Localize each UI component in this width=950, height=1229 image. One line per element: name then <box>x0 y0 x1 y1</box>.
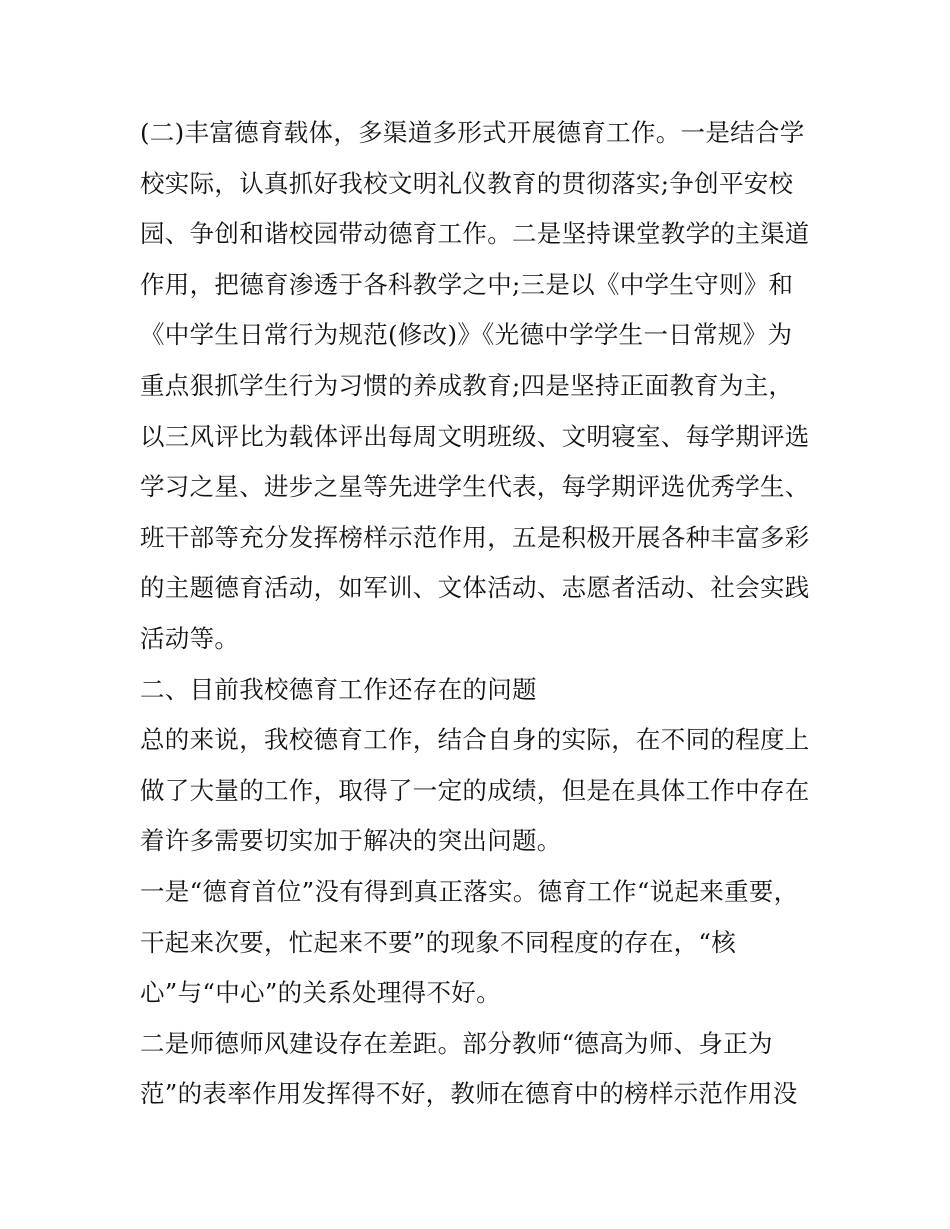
text-line: 班干部等充分发挥榜样示范作用，五是积极开展各种丰富多彩 <box>140 522 810 552</box>
text-line: 总的来说，我校德育工作，结合自身的实际，在不同的程度上 <box>140 725 810 755</box>
text-line: 以三风评比为载体评出每周文明班级、文明寝室、每学期评选 <box>140 421 810 451</box>
text-line: 范”的表率作用发挥得不好，教师在德育中的榜样示范作用没 <box>140 1079 798 1109</box>
text-line: 的主题德育活动，如军训、文体活动、志愿者活动、社会实践 <box>140 573 810 603</box>
text-line: (二)丰富德育载体，多渠道多形式开展德育工作。一是结合学 <box>140 118 805 147</box>
text-line: 《中学生日常行为规范(修改)》《光德中学学生一日常规》为 <box>140 320 793 350</box>
text-line: 学习之星、进步之星等先进学生代表，每学期评选优秀学生、 <box>140 472 810 502</box>
text-line: 作用，把德育渗透于各科教学之中;三是以《中学生守则》和 <box>140 269 794 299</box>
document-body <box>140 108 820 1120</box>
text-line: 做了大量的工作，取得了一定的成绩，但是在具体工作中存在 <box>140 775 810 805</box>
text-line: 着许多需要切实加于解决的突出问题。 <box>140 826 562 856</box>
text-line: 干起来次要，忙起来不要”的现象不同程度的存在，“核 <box>140 927 737 957</box>
text-line: 二是师德师风建设存在差距。部分教师“德高为师、身正为 <box>140 1028 773 1058</box>
text-line: 重点狠抓学生行为习惯的养成教育;四是坚持正面教育为主， <box>140 370 794 400</box>
text-line: 园、争创和谐校园带动德育工作。二是坚持课堂教学的主渠道 <box>140 219 810 249</box>
text-line: 活动等。 <box>140 623 240 653</box>
text-line: 心”与“中心”的关系处理得不好。 <box>140 978 501 1008</box>
section-heading: 二、目前我校德育工作还存在的问题 <box>140 674 537 704</box>
text-line: 校实际，认真抓好我校文明礼仪教育的贯彻落实;争创平安校 <box>140 168 794 198</box>
text-line: 一是“德育首位”没有得到真正落实。德育工作“说起来重要， <box>140 876 799 906</box>
